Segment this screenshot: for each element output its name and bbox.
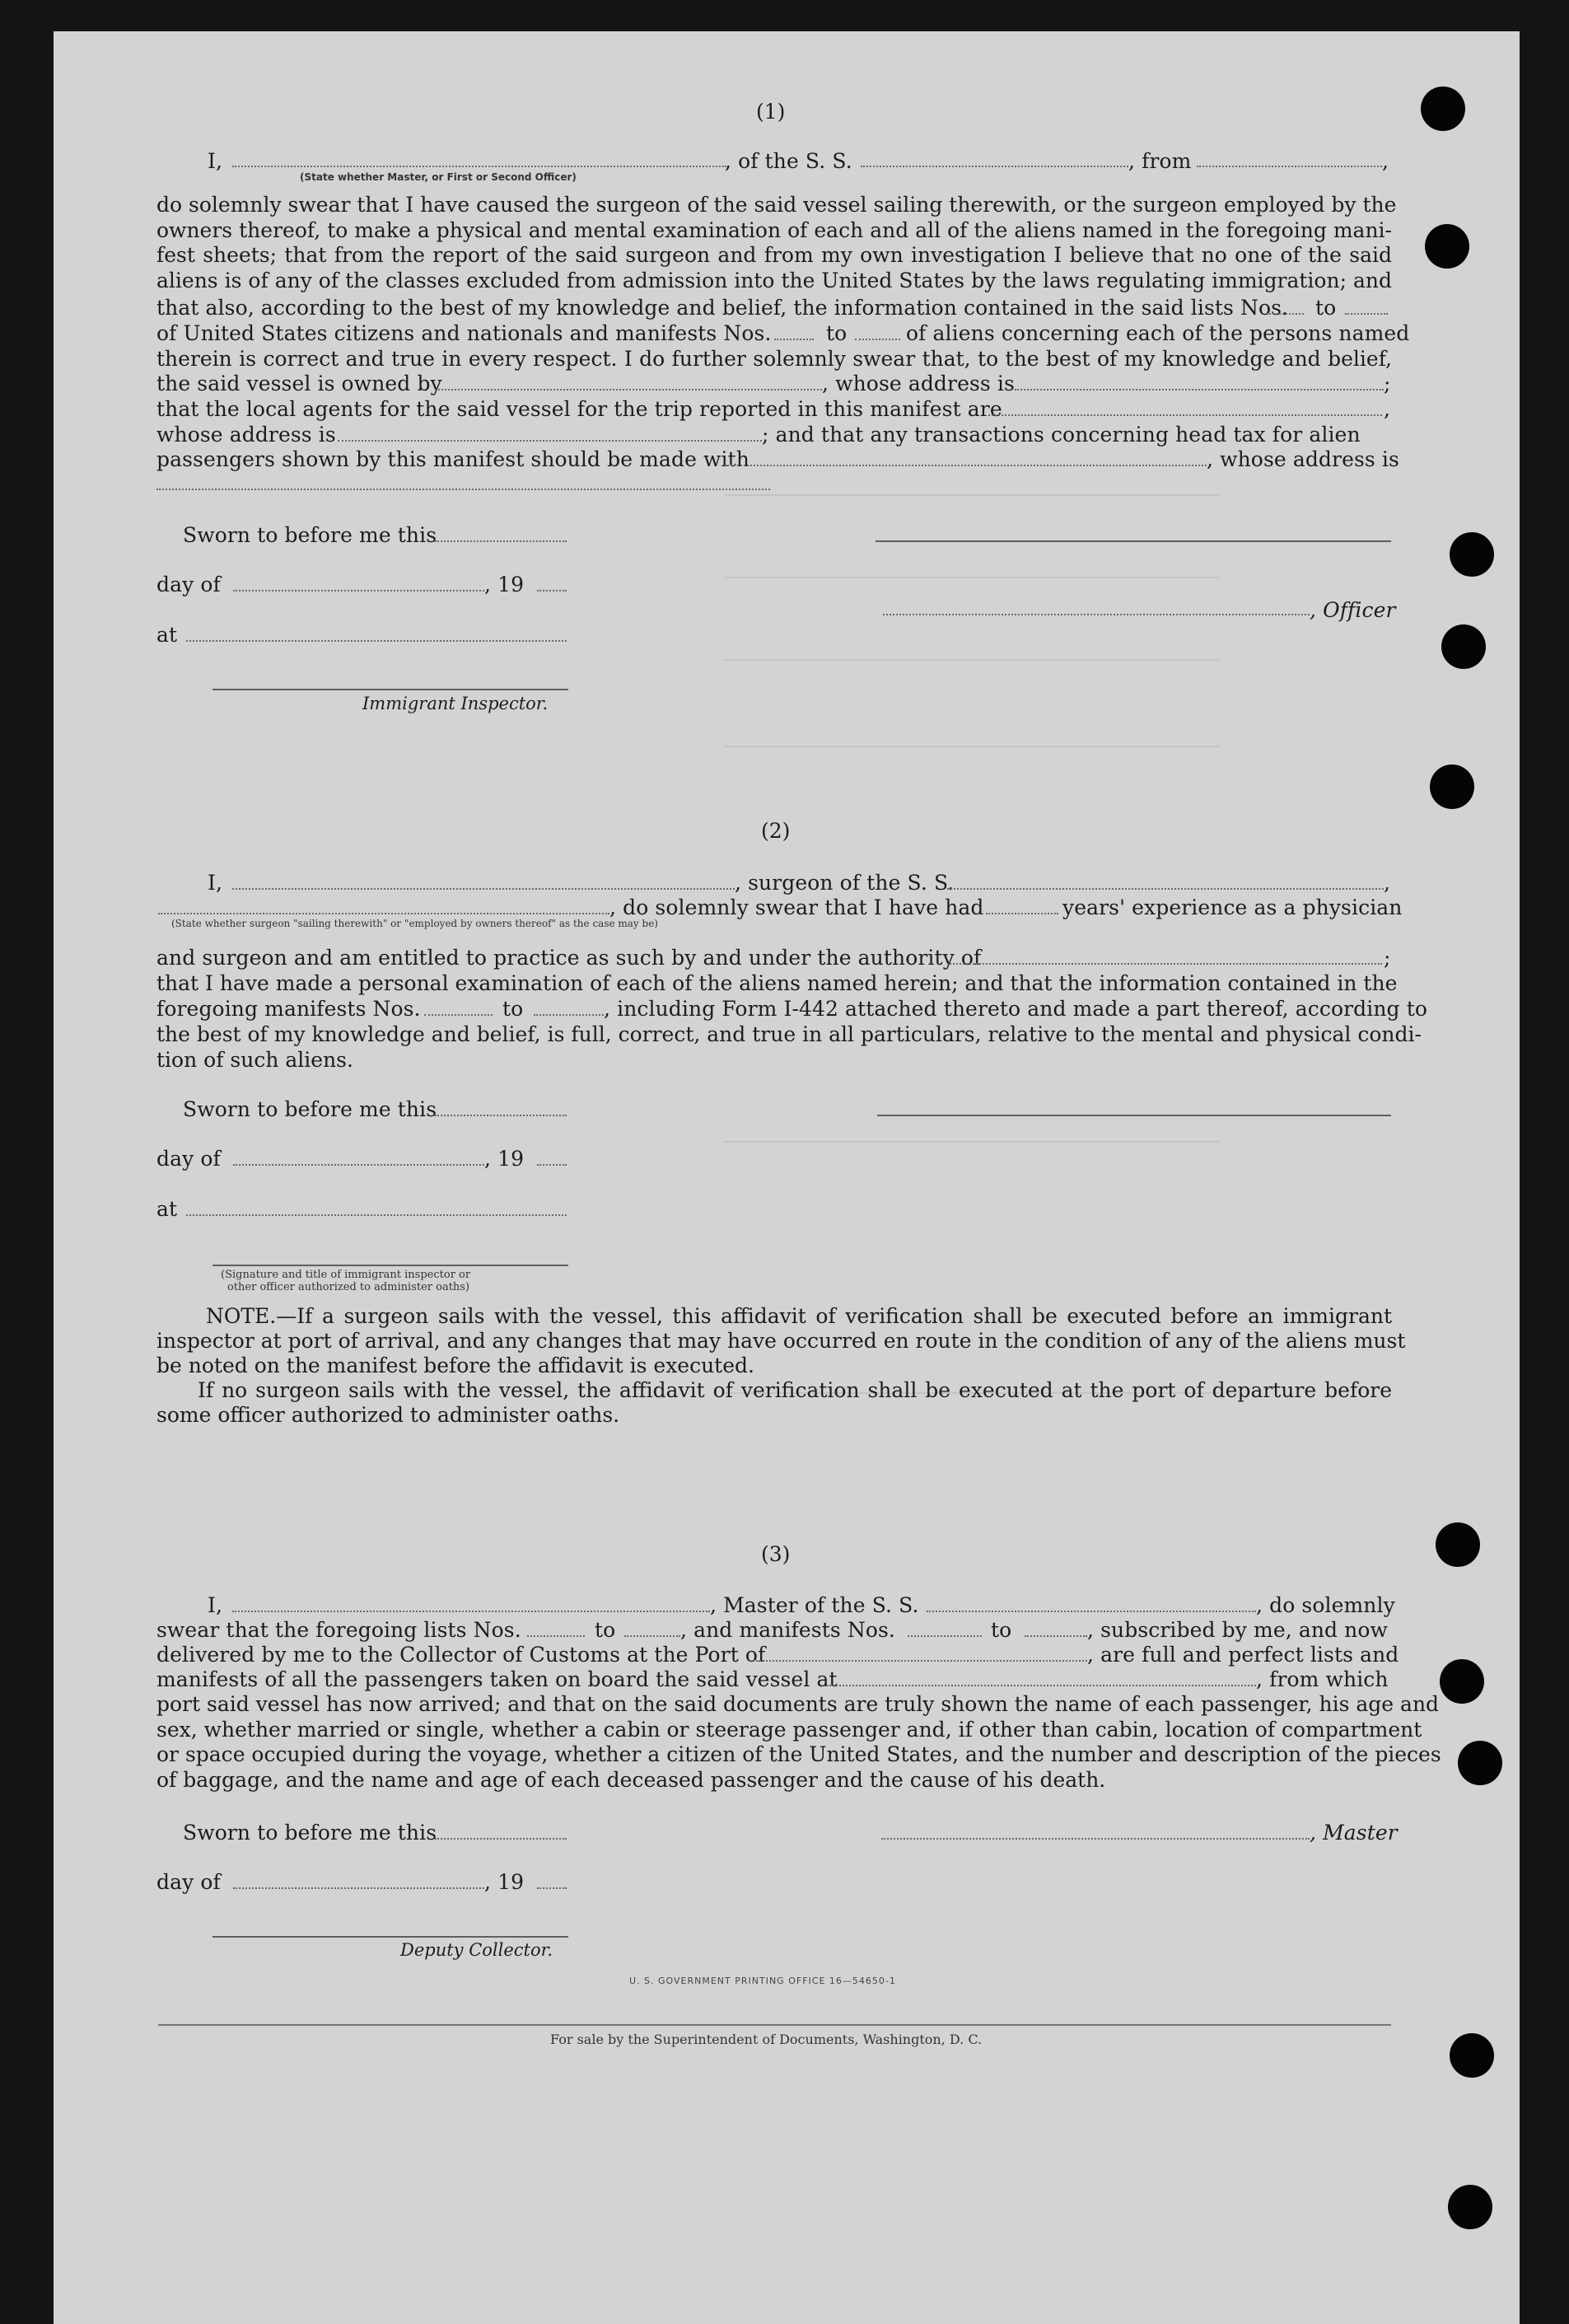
s2-i: I, bbox=[208, 871, 223, 895]
s3-master-of: , Master of the S. S. bbox=[710, 1593, 919, 1617]
surgeon-signature-line[interactable] bbox=[877, 1115, 1391, 1116]
master-label: , Master bbox=[1310, 1821, 1398, 1845]
s1-semicolon: ; bbox=[1384, 372, 1391, 395]
s1-comma: , bbox=[1384, 397, 1391, 421]
officer-name-field[interactable] bbox=[883, 614, 1310, 615]
punch-hole bbox=[1441, 624, 1486, 669]
head-tax-address-field[interactable] bbox=[156, 489, 770, 490]
s1-from: , from bbox=[1128, 149, 1192, 173]
s2-years: years' experience as a physician bbox=[1062, 895, 1403, 919]
oath-line: owners thereof, to make a physical and mental examination of each and all of the aliens named in the foregoing mani- bbox=[156, 217, 1392, 242]
years-experience-field[interactable] bbox=[986, 913, 1058, 914]
head-tax-party-field[interactable] bbox=[725, 465, 1207, 466]
note-line: inspector at port of arrival, and any changes that may have occurred en route in the condition of any of the aliens must bbox=[156, 1329, 1406, 1353]
s2-line: foregoing manifests Nos. bbox=[156, 997, 421, 1021]
note-line: be noted on the manifest before the affidavit is executed. bbox=[156, 1354, 754, 1377]
s2-year-field[interactable] bbox=[537, 1164, 567, 1166]
s3-to-2: to bbox=[991, 1618, 1012, 1642]
s3-sworn-label: Sworn to before me this bbox=[183, 1821, 437, 1845]
bleed-through bbox=[725, 746, 1219, 747]
s1-head-tax: ; and that any transactions concerning head tax for alien bbox=[762, 423, 1361, 447]
s3-lists-from-field[interactable] bbox=[527, 1635, 585, 1637]
master-caption: (State whether Master, or First or Second Officer) bbox=[300, 171, 577, 183]
oath-line: do solemnly swear that I have caused the surgeon of the said vessel sailing therewith, or the surgeon employed by the bbox=[156, 193, 1397, 217]
surgeon-status-field[interactable] bbox=[158, 913, 609, 914]
oath-line: of baggage, and the name and age of each deceased passenger and the cause of his death. bbox=[156, 1767, 1106, 1792]
note-line: NOTE.—If a surgeon sails with the vessel, this affidavit of verification shall be executed before an immigrant bbox=[206, 1304, 1392, 1328]
s3-month-field[interactable] bbox=[233, 1887, 484, 1889]
s1-at-label: at bbox=[156, 623, 178, 647]
deputy-collector-label: Deputy Collector. bbox=[400, 1940, 553, 1960]
punch-hole bbox=[1436, 1522, 1480, 1567]
s2-line: and surgeon and am entitled to practice as such by and under the authority of bbox=[156, 946, 982, 970]
punch-hole bbox=[1425, 224, 1469, 269]
s2-to: to bbox=[502, 997, 524, 1021]
bleed-through bbox=[725, 1141, 1219, 1143]
s2-sworn-label: Sworn to before me this bbox=[183, 1097, 437, 1121]
oath-line: whose address is bbox=[156, 423, 336, 447]
s2-at-label: at bbox=[156, 1197, 178, 1221]
s2-inspector-signature-line[interactable] bbox=[212, 1265, 568, 1266]
oath-line: that I have made a personal examination of each of the aliens named herein; and that the information contained in the bbox=[156, 971, 1398, 995]
bleed-through bbox=[725, 659, 1219, 661]
punch-hole bbox=[1440, 1659, 1484, 1704]
s2-manifests-from-field[interactable] bbox=[424, 1014, 493, 1016]
s3-manifests-to-field[interactable] bbox=[1025, 1635, 1087, 1637]
footer-rule bbox=[158, 2024, 1391, 2026]
inspector-signature-line[interactable] bbox=[212, 689, 568, 690]
s1-at-place-field[interactable] bbox=[186, 640, 567, 642]
oath-line: that also, according to the best of my knowledge and belief, the information contained in the said lists Nos. bbox=[156, 296, 1289, 320]
officer-label: , Officer bbox=[1310, 598, 1396, 622]
note-paragraph bbox=[156, 1304, 1406, 1428]
punch-hole bbox=[1450, 532, 1494, 577]
bleed-through bbox=[725, 494, 1219, 496]
s1-of-ss: , of the S. S. bbox=[725, 149, 852, 173]
port-field[interactable] bbox=[749, 1660, 1087, 1662]
s2-comma: , bbox=[1384, 871, 1391, 895]
s3-subscribed: , subscribed by me, and now bbox=[1087, 1618, 1389, 1642]
from-port-field[interactable] bbox=[1197, 166, 1382, 167]
s2-do-solemnly: , do solemnly swear that I have had bbox=[609, 895, 984, 919]
local-agents-field[interactable] bbox=[988, 414, 1382, 416]
s1-sworn-label: Sworn to before me this bbox=[183, 523, 437, 547]
section-3-oath bbox=[156, 1692, 1441, 1793]
section-3-number: (3) bbox=[761, 1542, 791, 1566]
section-2-number: (2) bbox=[761, 819, 791, 843]
s1-month-field[interactable] bbox=[233, 590, 484, 592]
punch-hole bbox=[1430, 765, 1474, 809]
section-1-oath-cont bbox=[156, 347, 1392, 372]
oath-line: that the local agents for the said vessel for the trip reported in this manifest are bbox=[156, 397, 1002, 421]
punch-hole bbox=[1450, 2033, 1494, 2078]
master-name-field[interactable] bbox=[232, 166, 726, 167]
manifests-to-field[interactable] bbox=[855, 339, 900, 340]
lists-from-field[interactable] bbox=[1267, 313, 1304, 315]
oath-line: sex, whether married or single, whether a cabin or steerage passenger and, if other than cabin, location of compartment bbox=[156, 1717, 1422, 1742]
owner-field[interactable] bbox=[435, 389, 822, 390]
punch-hole bbox=[1448, 2185, 1492, 2229]
s3-master-name-field[interactable] bbox=[232, 1611, 710, 1612]
s3-full-perfect: , are full and perfect lists and bbox=[1087, 1643, 1399, 1667]
s3-to: to bbox=[595, 1618, 616, 1642]
s2-day-of-label: day of bbox=[156, 1147, 221, 1171]
authority-field[interactable] bbox=[947, 963, 1382, 965]
s3-year-prefix: , 19 bbox=[484, 1870, 525, 1894]
s3-manifests-all: manifests of all the passengers taken on board the said vessel at bbox=[156, 1667, 838, 1691]
s3-day-of-label: day of bbox=[156, 1870, 221, 1894]
s1-day-of-label: day of bbox=[156, 573, 221, 596]
s1-i: I, bbox=[208, 149, 223, 173]
s1-to-2: to bbox=[826, 321, 848, 345]
section-1-oath bbox=[156, 193, 1397, 293]
s1-year-field[interactable] bbox=[537, 590, 567, 592]
s3-i: I, bbox=[208, 1593, 223, 1617]
s1-to: to bbox=[1315, 296, 1337, 320]
s1-whose-address: , whose address is bbox=[822, 372, 1015, 395]
note-line: If no surgeon sails with the vessel, the affidavit of verification shall be executed at the port of departure before bbox=[198, 1378, 1392, 1402]
agents-address-field[interactable] bbox=[338, 440, 762, 442]
oath-line: therein is correct and true in every respect. I do further solemnly swear that, to the best of my knowledge and belief, bbox=[156, 347, 1392, 371]
s2-vessel-field[interactable] bbox=[947, 888, 1384, 890]
section-2-oath-cont bbox=[156, 1022, 1422, 1073]
s2-month-field[interactable] bbox=[233, 1164, 484, 1166]
s2-surgeon-of: , surgeon of the S. S. bbox=[735, 871, 955, 895]
s2-year-prefix: , 19 bbox=[484, 1147, 525, 1171]
s1-year-prefix: , 19 bbox=[484, 573, 525, 596]
s3-manifests-from-field[interactable] bbox=[908, 1635, 982, 1637]
manifests-from-field[interactable] bbox=[774, 339, 814, 340]
s3-swear-lists: swear that the foregoing lists Nos. bbox=[156, 1618, 521, 1642]
oath-line: tion of such aliens. bbox=[156, 1047, 353, 1072]
officer-signature-line[interactable] bbox=[876, 540, 1391, 542]
s3-vessel-field[interactable] bbox=[927, 1611, 1256, 1612]
s2-including-form: , including Form I-442 attached thereto and made a part thereof, according to bbox=[604, 997, 1428, 1021]
oath-line: port said vessel has now arrived; and that on the said documents are truly shown the name of each passenger, his age and bbox=[156, 1692, 1440, 1716]
oath-line: aliens is of any of the classes excluded from admission into the United States by the laws regulating immigration; and bbox=[156, 268, 1392, 292]
deputy-collector-signature-line[interactable] bbox=[212, 1936, 568, 1938]
oath-line: or space occupied during the voyage, whether a citizen of the United States, and the number and description of the pieces bbox=[156, 1742, 1441, 1766]
oath-line: the best of my knowledge and belief, is full, correct, and true in all particulars, relative to the mental and physical condi- bbox=[156, 1022, 1422, 1046]
embark-port-field[interactable] bbox=[826, 1685, 1256, 1686]
s3-and-manifests: , and manifests Nos. bbox=[680, 1618, 895, 1642]
s1-sworn-day-field[interactable] bbox=[435, 540, 567, 542]
immigrant-inspector-label: Immigrant Inspector. bbox=[362, 694, 549, 713]
owner-address-field[interactable] bbox=[1015, 389, 1384, 390]
punch-hole bbox=[1458, 1741, 1502, 1785]
s1-aliens-concerning: of aliens concerning each of the persons named bbox=[906, 321, 1410, 345]
punch-hole bbox=[1421, 87, 1465, 131]
master-signature-field[interactable] bbox=[881, 1838, 1310, 1840]
s3-year-field[interactable] bbox=[537, 1887, 567, 1889]
bleed-through bbox=[725, 577, 1219, 578]
s3-lists-to-field[interactable] bbox=[624, 1635, 680, 1637]
s1-end-comma: , bbox=[1382, 149, 1389, 173]
s2-sig-caption-2: other officer authorized to administer oaths) bbox=[227, 1281, 470, 1293]
surgeon-name-field[interactable] bbox=[232, 888, 735, 890]
oath-line: the said vessel is owned by bbox=[156, 372, 442, 395]
s1-whose-address-2: , whose address is bbox=[1207, 447, 1399, 471]
oath-line: of United States citizens and nationals and manifests Nos. bbox=[156, 321, 772, 345]
printer-imprint: U. S. GOVERNMENT PRINTING OFFICE 16—54650-1 bbox=[629, 1976, 896, 1986]
s3-do-solemnly: , do solemnly bbox=[1256, 1593, 1395, 1617]
s2-semicolon: ; bbox=[1384, 946, 1391, 970]
note-line: some officer authorized to administer oaths. bbox=[156, 1403, 620, 1427]
oath-line: passengers shown by this manifest should be made with bbox=[156, 447, 749, 471]
s2-sworn-day-field[interactable] bbox=[435, 1115, 567, 1116]
lists-to-field[interactable] bbox=[1345, 313, 1388, 315]
s2-manifests-to-field[interactable] bbox=[534, 1014, 604, 1016]
s2-sig-caption-1: (Signature and title of immigrant inspector or bbox=[221, 1269, 471, 1281]
s2-at-place-field[interactable] bbox=[186, 1214, 567, 1216]
footer-text: For sale by the Superintendent of Documents, Washington, D. C. bbox=[550, 2032, 983, 2047]
s3-delivered: delivered by me to the Collector of Customs at the Port of bbox=[156, 1643, 766, 1667]
vessel-name-field[interactable] bbox=[861, 166, 1128, 167]
oath-line: fest sheets; that from the report of the said surgeon and from my own investigation I believe that no one of the said bbox=[156, 243, 1392, 267]
s3-sworn-day-field[interactable] bbox=[435, 1838, 567, 1840]
s3-from-which: , from which bbox=[1256, 1667, 1389, 1691]
surgeon-caption: (State whether surgeon "sailing therewith" or "employed by owners thereof" as the case may be) bbox=[171, 918, 658, 929]
section-1-number: (1) bbox=[756, 100, 786, 124]
section-2-oath bbox=[156, 971, 1398, 997]
